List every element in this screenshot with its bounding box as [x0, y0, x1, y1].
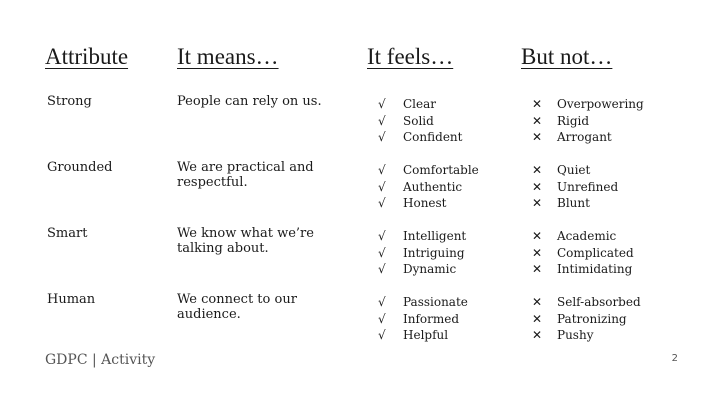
header-it-means: It means…	[177, 44, 279, 69]
cross-icon: ✕	[532, 262, 543, 276]
list-item: ✕ Rigid	[532, 113, 590, 128]
list-item: ✕ Arrogant	[532, 130, 612, 144]
list-item: √ Honest	[378, 196, 447, 210]
feels-list	[378, 96, 462, 146]
feels-list	[378, 162, 479, 212]
check-icon: √	[378, 295, 386, 309]
attribute-cell: Strong	[47, 94, 92, 109]
but-not-list	[532, 228, 634, 278]
check-icon: √	[378, 113, 386, 128]
list-item: √ Comfortable	[378, 163, 479, 177]
list-item: ✕ Pushy	[532, 328, 594, 342]
check-icon: √	[378, 163, 386, 177]
list-item: √ Informed	[378, 311, 460, 326]
cross-icon: ✕	[532, 163, 543, 177]
check-icon: √	[378, 179, 386, 194]
header-it-feels: It feels…	[367, 44, 454, 69]
cross-icon: ✕	[532, 328, 543, 342]
list-item: ✕ Complicated	[532, 245, 634, 260]
list-item: √ Passionate	[378, 295, 468, 309]
feels-list	[378, 294, 468, 344]
list-item: ✕ Intimidating	[532, 262, 633, 276]
feels-list	[378, 228, 466, 278]
cross-icon: ✕	[532, 130, 543, 144]
cross-icon: ✕	[532, 196, 543, 210]
check-icon: √	[378, 196, 386, 210]
check-icon: √	[378, 245, 386, 260]
cross-icon: ✕	[532, 179, 543, 194]
cross-icon: ✕	[532, 229, 543, 243]
attribute-cell: Grounded	[47, 160, 113, 175]
list-item: √ Intriguing	[378, 245, 465, 260]
check-icon: √	[378, 130, 386, 144]
check-icon: √	[378, 229, 386, 243]
check-icon: √	[378, 97, 386, 111]
cross-icon: ✕	[532, 97, 543, 111]
cross-icon: ✕	[532, 295, 543, 309]
table-row	[0, 94, 720, 154]
list-item: √ Clear	[378, 97, 437, 111]
attribute-cell: Human	[47, 292, 96, 307]
check-icon: √	[378, 311, 386, 326]
means-cell: We are practical and respectful.	[177, 160, 314, 190]
table-row	[0, 160, 720, 220]
but-not-list	[532, 294, 641, 344]
list-item: √ Authentic	[378, 179, 463, 194]
table-row	[0, 292, 720, 352]
list-item: ✕ Unrefined	[532, 179, 619, 194]
attribute-cell: Smart	[47, 226, 88, 241]
means-cell: We connect to our audience.	[177, 292, 297, 322]
cross-icon: ✕	[532, 245, 543, 260]
list-item: √ Intelligent	[378, 229, 467, 243]
header-attribute: Attribute	[45, 44, 129, 69]
list-item: √ Dynamic	[378, 262, 457, 276]
list-item: √ Helpful	[378, 328, 449, 342]
footer-label: GDPC | Activity	[45, 352, 156, 368]
means-cell: People can rely on us.	[177, 94, 322, 109]
list-item: ✕ Patronizing	[532, 311, 627, 326]
list-item: ✕ Overpowering	[532, 97, 644, 111]
list-item: ✕ Quiet	[532, 163, 591, 177]
means-cell: We know what we’re talking about.	[177, 226, 314, 256]
list-item: ✕ Academic	[532, 229, 617, 243]
table-row	[0, 226, 720, 286]
but-not-list	[532, 96, 644, 146]
list-item: ✕ Blunt	[532, 196, 590, 210]
check-icon: √	[378, 328, 386, 342]
page-number: 2	[671, 353, 678, 364]
cross-icon: ✕	[532, 311, 543, 326]
but-not-list	[532, 162, 618, 212]
list-item: ✕ Self-absorbed	[532, 295, 641, 309]
cross-icon: ✕	[532, 113, 543, 128]
header-but-not: But not…	[521, 44, 613, 69]
list-item: √ Solid	[378, 113, 434, 128]
list-item: √ Confident	[378, 130, 463, 144]
check-icon: √	[378, 262, 386, 276]
